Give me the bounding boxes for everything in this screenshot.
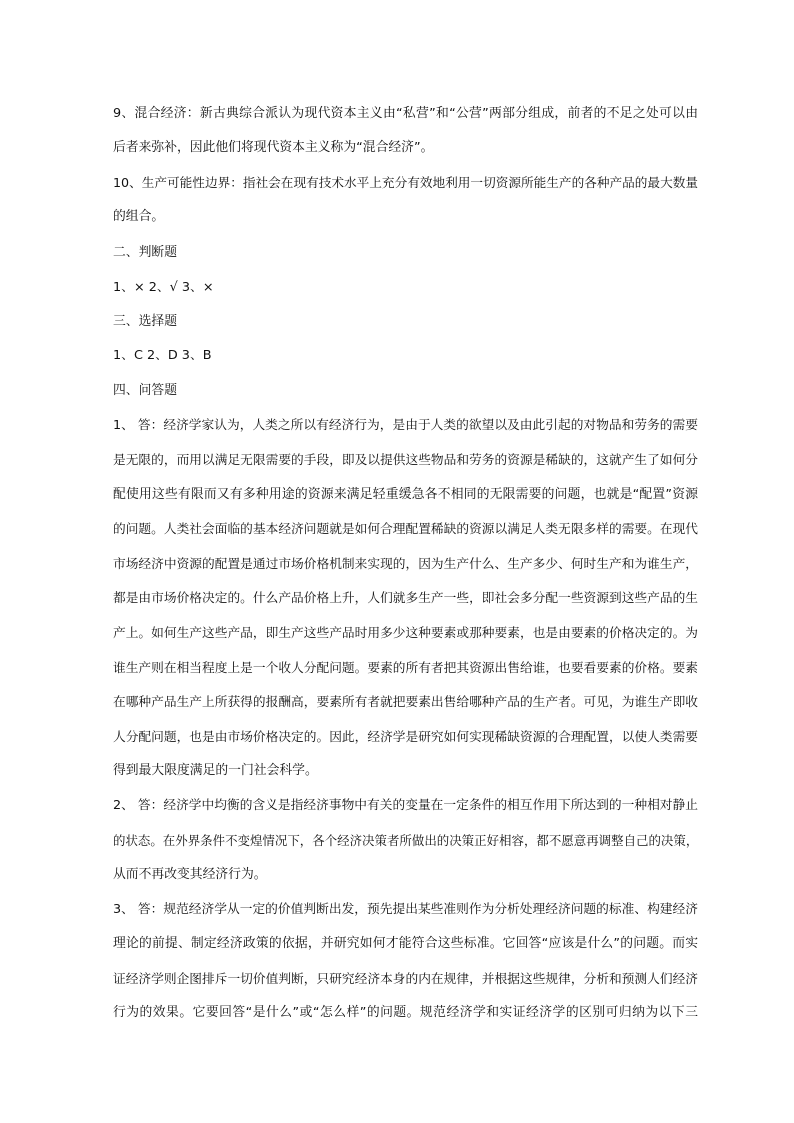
text-line: 后者来弥补，因此他们将现代资本主义称为“混合经济”。: [113, 140, 434, 155]
answer-line: 1、× 2、√ 3、×: [113, 280, 214, 295]
answer-line: 1、C 2、D 3、B: [113, 348, 212, 363]
section-heading: 四、问答题: [113, 383, 177, 398]
text-line: 谁生产则在相当程度上是一个收人分配问题。要素的所有者把其资源出售给谁，也要看要素的价格。要素: [113, 660, 698, 675]
text-line: 得到最大限度满足的一门社会科学。: [113, 763, 318, 778]
text-line: 行为的效果。它要回答“是什么”或“怎么样”的问题。规范经济学和实证经济学的区别可归纳为以下三: [113, 1005, 698, 1020]
text-line: 市场经济中资源的配置是通过市场价格机制来实现的，因为生产什么、生产多少、何时生产和为谁生产，: [113, 556, 698, 571]
text-line: 2、 答：经济学中均衡的含义是指经济事物中有关的变量在一定条件的相互作用下所达到的一种相对静止: [113, 798, 698, 813]
text-line: 的状态。在外界条件不变煌情况下，各个经济决策者所做出的决策正好相容，都不愿意再调整自己的决策，: [113, 833, 699, 848]
text-line: 人分配问题，也是由市场价格决定的。因此，经济学是研究如何实现稀缺资源的合理配置，以使人类需要: [113, 729, 698, 744]
text-line: 10、生产可能性边界：指社会在现有技术水平上充分有效地利用一切资源所能生产的各种产品的最大数量: [113, 175, 698, 190]
text-line: 都是由市场价格决定的。什么产品价格上升，人们就多生产一些，即社会多分配一些资源到这些产品的生: [113, 590, 698, 605]
text-line: 在哪种产品生产上所获得的报酬高，要素所有者就把要素出售给哪种产品的生产者。可见，为谁生产即收: [113, 694, 698, 709]
text-line: 9、混合经济：新古典综合派认为现代资本主义由“私营”和“公营”两部分组成，前者的不足之处可以由: [113, 106, 698, 121]
text-line: 1、 答：经济学家认为，人类之所以有经济行为，是由于人类的欲望以及由此引起的对物品和劳务的需要: [113, 418, 698, 433]
text-line: 产上。如何生产这些产品，即生产这些产品时用多少这种要素或那种要素，也是由要素的价格决定的。为: [113, 625, 698, 640]
text-line: 理论的前提、制定经济政策的依据，并研究如何才能符合这些标准。它回答“应该是什么”的问题。而实: [113, 936, 698, 951]
text-line: 配使用这些有限而又有多种用途的资源来满足轻重缓急各不相同的无限需要的问题，也就是“配置”资源: [113, 487, 698, 502]
text-line: 的组合。: [113, 209, 165, 224]
text-line: 3、 答：规范经济学从一定的价值判断出发，预先提出某些准则作为分析处理经济问题的标准、构建经济: [113, 902, 698, 917]
section-heading: 三、选择题: [113, 314, 177, 329]
text-line: 从而不再改变其经济行为。: [113, 867, 267, 882]
section-heading: 二、判断题: [113, 245, 177, 260]
text-line: 的问题。人类社会面临的基本经济问题就是如何合理配置稀缺的资源以满足人类无限多样的需要。在现代: [113, 521, 698, 536]
text-line: 证经济学则企图排斥一切价值判断，只研究经济本身的内在规律，并根据这些规律，分析和预测人们经济: [113, 971, 698, 986]
text-line: 是无限的，而用以满足无限需要的手段，即及以提供这些物品和劳务的资源是稀缺的，这就产生了如何分: [113, 452, 698, 467]
